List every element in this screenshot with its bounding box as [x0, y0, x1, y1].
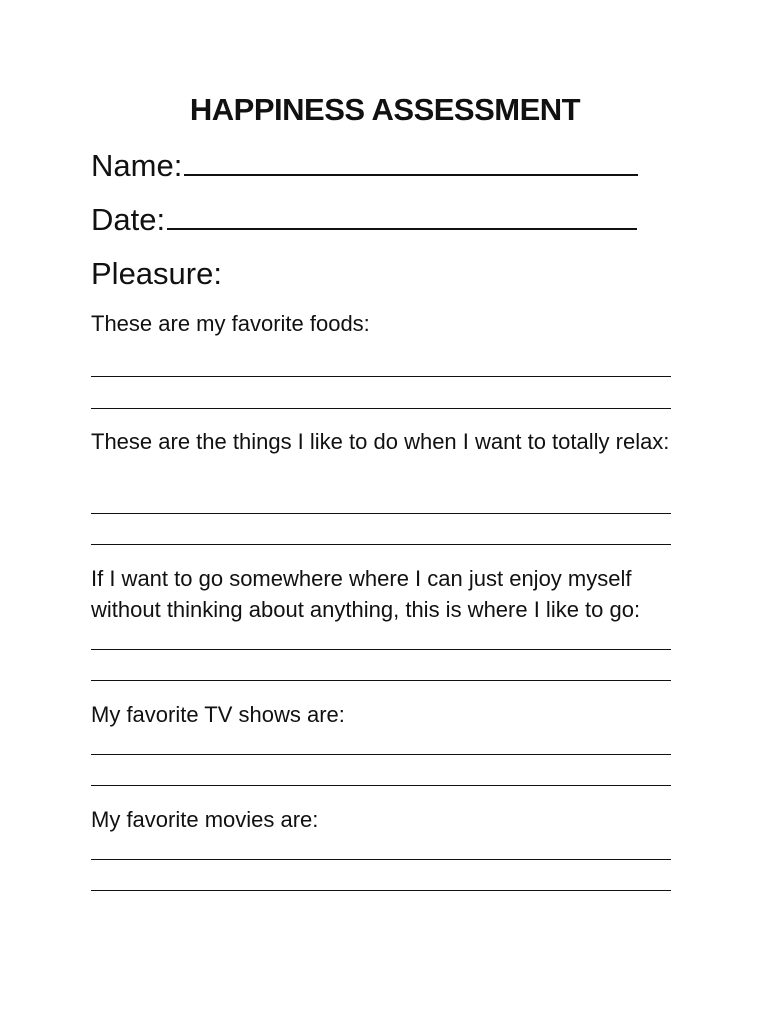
name-label: Name:: [91, 148, 183, 183]
answer-line-place-2[interactable]: [91, 680, 671, 681]
prompt-favorite-tv-shows: My favorite TV shows are:: [91, 702, 345, 727]
answer-line-foods-1[interactable]: [91, 376, 671, 377]
section-heading-pleasure: Pleasure:: [91, 256, 222, 291]
prompt-place-to-go: If I want to go somewhere where I can just enjoy myself without thinking about anything, this is where I like to go:: [91, 566, 641, 622]
date-label: Date:: [91, 202, 166, 237]
answer-line-movies-1[interactable]: [91, 859, 671, 860]
answer-line-relax-2[interactable]: [91, 544, 671, 545]
answer-line-tv-1[interactable]: [91, 754, 671, 755]
answer-line-tv-2[interactable]: [91, 785, 671, 786]
answer-line-place-1[interactable]: [91, 649, 671, 650]
answer-line-foods-2[interactable]: [91, 408, 671, 409]
date-field: [91, 202, 637, 238]
date-blank-line[interactable]: [167, 202, 637, 230]
prompt-relax: These are the things I like to do when I want to totally relax:: [91, 429, 670, 454]
prompt-favorite-foods: These are my favorite foods:: [91, 311, 370, 336]
name-field: [91, 148, 638, 184]
answer-line-movies-2[interactable]: [91, 890, 671, 891]
name-blank-line[interactable]: [184, 148, 638, 176]
prompt-favorite-movies: My favorite movies are:: [91, 807, 319, 832]
page-title: HAPPINESS ASSESSMENT: [189, 92, 581, 127]
answer-line-relax-1[interactable]: [91, 513, 671, 514]
